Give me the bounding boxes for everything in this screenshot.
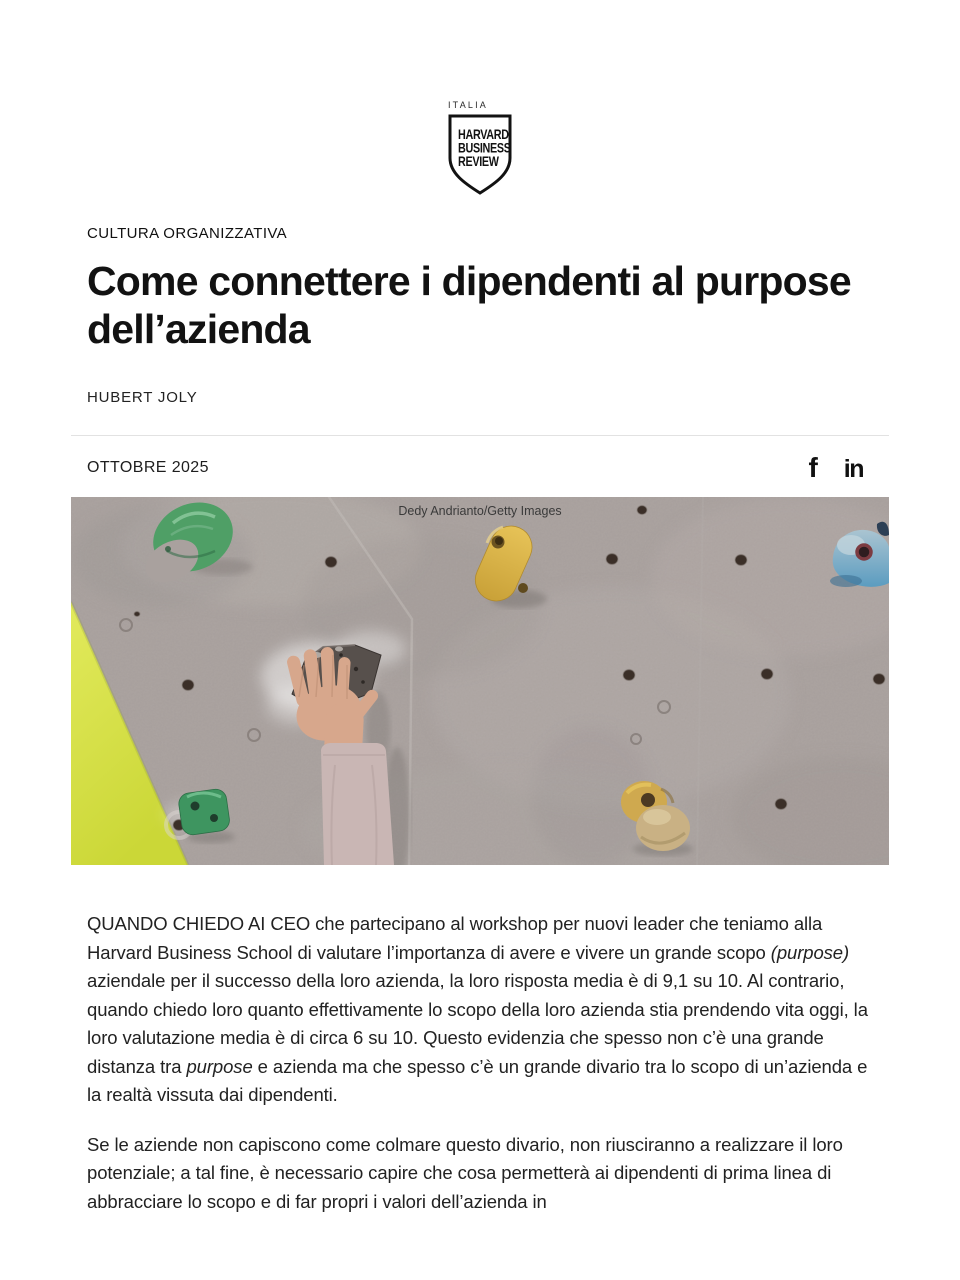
- wall-hole: [134, 612, 140, 617]
- linkedin-share-icon[interactable]: in: [843, 455, 863, 483]
- category-link[interactable]: CULTURA ORGANIZZATIVA: [87, 225, 288, 242]
- author-name: HUBERT JOLY: [87, 389, 198, 406]
- wall-hole: [761, 669, 773, 680]
- article-body: [87, 910, 873, 1279]
- divider: [71, 435, 889, 436]
- facebook-share-icon[interactable]: f: [808, 452, 818, 483]
- wall-hole: [775, 799, 787, 810]
- hbr-logo[interactable]: [447, 114, 513, 201]
- masthead: [0, 0, 960, 201]
- sleeve: [321, 743, 394, 865]
- hero-image: [71, 497, 889, 865]
- climbing-wall-photo: [71, 497, 889, 865]
- wall-hole: [325, 557, 337, 568]
- image-credit: Dedy Andrianto/Getty Images: [398, 504, 562, 518]
- wall-hole: [637, 506, 647, 515]
- hbr-shield-icon: [447, 114, 513, 196]
- article-container: [71, 225, 889, 1279]
- logo-line-2: BUSINESS: [458, 140, 511, 156]
- wall-hole: [873, 674, 885, 685]
- edition-label: ITALIA: [447, 100, 489, 110]
- wall-hole: [623, 670, 635, 681]
- wall-hole: [182, 680, 194, 691]
- share-buttons: [808, 454, 873, 482]
- logo-line-3: REVIEW: [458, 153, 499, 170]
- wall-hole: [735, 555, 747, 566]
- meta-row: [87, 452, 873, 484]
- paragraph: QUANDO CHIEDO AI CEO che partecipano al workshop per nuovi leader che teniamo alla Harvard Business School di valutare l’importanza di avere e vivere un grande scopo (purpose) aziendale per il successo della loro azienda, la loro risposta media è di 9,1 su 10. Al contrario, quando chiedo loro quanto effettivamente lo scopo della loro azienda stia prendendo vita oggi, la loro valutazione media è di circa 6 su 10. Questo evidenzia che spesso non c’è una grande distanza tra purpose e azienda ma che spesso c’è un grande divario tra lo scopo di un’azienda e la realtà vissuta dai dipendenti.: [87, 913, 868, 1105]
- paragraph: Se le aziende non capiscono come colmare questo divario, non riusciranno a realizzare il loro potenziale; a tal fine, è necessario capire che cosa permetterà ai dipendenti di prima linea di abbracciare lo scopo e di far propri i valori dell’azienda in: [87, 1133, 843, 1212]
- logo-line-1: HARVARD: [458, 126, 509, 143]
- wall-hole: [606, 554, 618, 565]
- article-title: Come connettere i dipendenti al purpose dell’azienda: [87, 258, 851, 352]
- publish-date: OTTOBRE 2025: [87, 459, 209, 476]
